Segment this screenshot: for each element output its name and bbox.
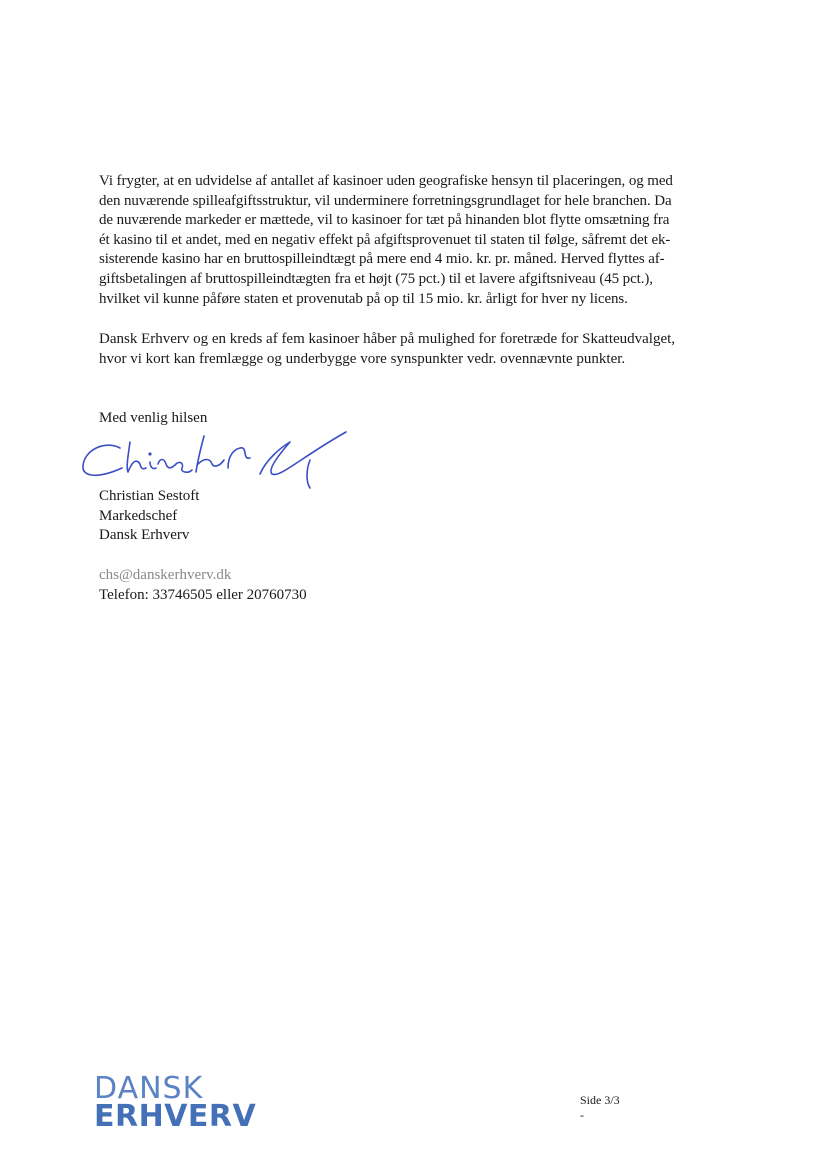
paragraph-line: den nuværende spilleafgiftsstruktur, vil underminere forretningsgrundlaget for hele branchen. Da <box>99 192 672 209</box>
paragraph-line: giftsbetalingen af bruttospilleindtægten fra et højt (75 pct.) til et lavere afgiftsniveau (45 pct.), <box>99 270 653 287</box>
phone-number: Telefon: 33746505 eller 20760730 <box>99 586 307 603</box>
paragraph-line: ét kasino til et andet, med en negativ effekt på afgiftsprovenuet til staten til følge, såfremt det ek- <box>99 231 671 248</box>
page-number <box>580 1093 620 1123</box>
page-mark: - <box>580 1108 584 1122</box>
email-link[interactable]: chs@danskerhverv.dk <box>99 567 232 583</box>
paragraph-line: hvor vi kort kan fremlægge og underbygge vore synspunkter vedr. ovennævnte punkter. <box>99 350 626 367</box>
sender-title: Markedschef <box>99 507 178 524</box>
page-label: Side 3/3 <box>580 1093 620 1107</box>
logo-line-2: ERHVERV <box>94 1099 257 1134</box>
closing-salutation: Med venlig hilsen <box>99 410 208 426</box>
sender-block <box>99 487 199 546</box>
contact-block <box>99 566 307 605</box>
logo-line-1: DANSK <box>94 1071 204 1106</box>
paragraph-line: Vi frygter, at en udvidelse af antallet af kasinoer uden geografiske hensyn til placeringen, og med <box>99 173 673 189</box>
paragraph-1 <box>99 172 729 309</box>
paragraph-line: sisterende kasino har en bruttospilleindtægt på mere end 4 mio. kr. pr. måned. Herved flyttes af- <box>99 251 665 268</box>
sender-organization: Dansk Erhverv <box>99 527 190 544</box>
paragraph-2 <box>99 330 729 369</box>
paragraph-line: de nuværende markeder er mættede, vil to kasinoer for tæt på hinanden blot flytte omsætning fra <box>99 212 670 229</box>
handwritten-signature <box>80 428 355 494</box>
dansk-erhverv-logo <box>94 1071 257 1134</box>
paragraph-line: hvilket vil kunne påføre staten et provenutab på op til 15 mio. kr. årligt for hver ny licens. <box>99 290 628 307</box>
sender-name: Christian Sestoft <box>99 488 200 504</box>
paragraph-line: Dansk Erhverv og en kreds af fem kasinoer håber på mulighed for foretræde for Skatteudvalget, <box>99 331 676 347</box>
